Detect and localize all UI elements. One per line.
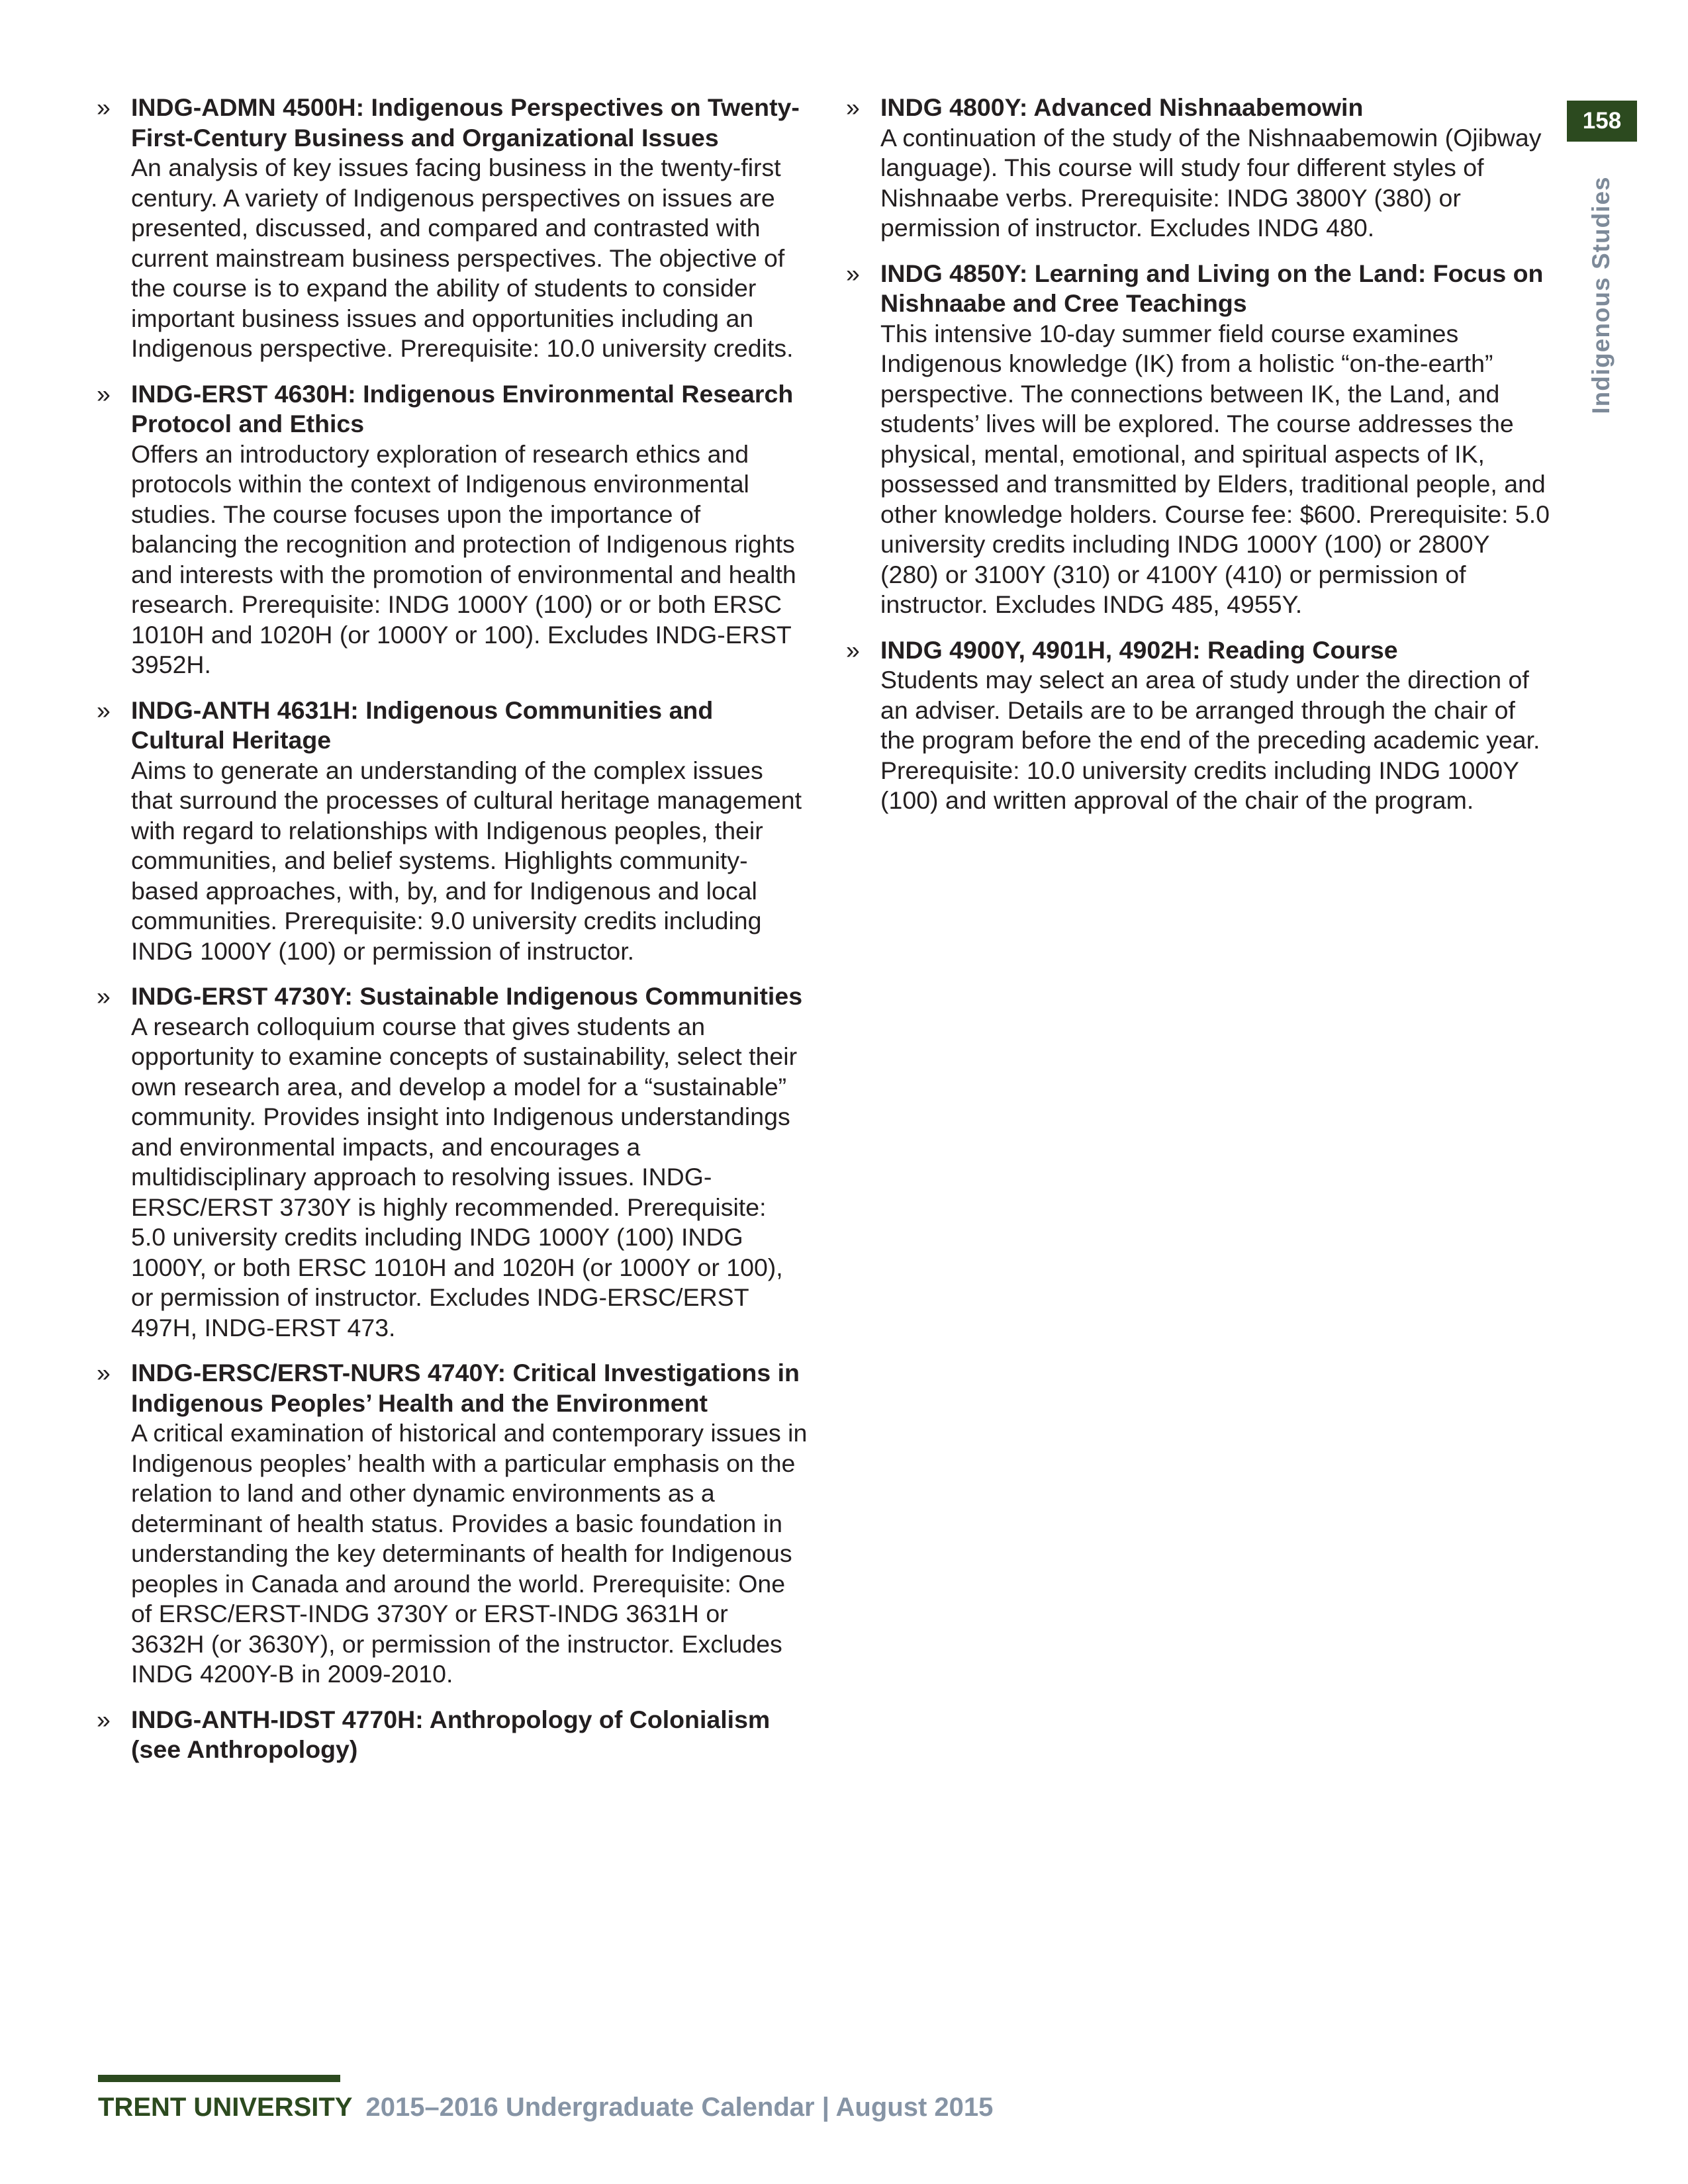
right-column xyxy=(842,93,1552,831)
bullet-marker: » xyxy=(846,259,860,287)
course-title: INDG 4800Y: Advanced Nishnaabemowin xyxy=(880,93,1364,121)
course-description: Offers an introductory exploration of research ethics and protocols within the context of Indigenous environmental studies. The course focuses upon the importance of balancing the recognition and protection of Indigenous rights and interests with the promotion of environmental and health research. Prerequisite: INDG 1000Y (100) or or both ERSC 1010H and 1020H (or 1000Y or 100). Excludes INDG-ERST 3952H. xyxy=(131,439,796,678)
course-description: Aims to generate an understanding of the complex issues that surround the processes of cultural heritage management with regard to relationships with Indigenous peoples, their communities, and belief systems. Highlights community-based approaches, with, by, and for Indigenous and local communities. Prerequisite: 9.0 university credits including INDG 1000Y (100) or permission of instructor. xyxy=(131,756,802,965)
bullet-marker: » xyxy=(97,982,111,1010)
section-tab xyxy=(1585,169,1618,421)
bullet-marker: » xyxy=(846,93,860,121)
bullet-marker: » xyxy=(97,1359,111,1387)
course-title: INDG-ANTH 4631H: Indigenous Communities and Cultural Heritage xyxy=(131,696,714,754)
bullet-marker: » xyxy=(97,379,111,408)
course-description: Students may select an area of study under the direction of an adviser. Details are to be arranged through the chair of the program before the end of the preceding academic year. Prerequisite: 10.0 university credits including INDG 1000Y (100) and written approval of the chair of the program. xyxy=(880,666,1540,814)
course-title: INDG 4900Y, 4901H, 4902H: Reading Course xyxy=(880,635,1398,664)
footer xyxy=(98,2091,993,2123)
course-entry xyxy=(93,696,808,967)
footer-rule xyxy=(98,2075,340,2082)
course-title: INDG-ANTH-IDST 4770H: Anthropology of Colonialism (see Anthropology) xyxy=(131,1705,771,1763)
course-entry xyxy=(93,379,808,680)
course-title: INDG-ADMN 4500H: Indigenous Perspectives on Twenty-First-Century Business and Organizational Issues xyxy=(131,93,800,152)
bullet-marker: » xyxy=(97,696,111,724)
course-entry xyxy=(93,981,808,1343)
course-entry xyxy=(842,93,1552,244)
course-title: INDG 4850Y: Learning and Living on the Land: Focus on Nishnaabe and Cree Teachings xyxy=(880,259,1544,317)
course-description: An analysis of key issues facing business in the twenty-first century. A variety of Indigenous perspectives on issues are presented, discussed, and compared and contrasted with current mainstream business perspectives. The objective of the course is to expand the ability of students to consider important business issues and opportunities including an Indigenous perspective. Prerequisite: 10.0 university credits. xyxy=(131,154,794,362)
course-title: INDG-ERSC/ERST-NURS 4740Y: Critical Investigations in Indigenous Peoples’ Health and the Environment xyxy=(131,1359,800,1417)
course-title: INDG-ERST 4630H: Indigenous Environmental Research Protocol and Ethics xyxy=(131,379,794,437)
course-description: A research colloquium course that gives students an opportunity to examine concepts of sustainability, select their own research area, and develop a model for a “sustainable” community. Provides insight into Indigenous understandings and environmental impacts, and encourages a multidisciplinary approach to resolving issues. INDG-ERSC/ERST 3730Y is highly recommended. Prerequisite: 5.0 university credits including INDG 1000Y (100) INDG 1000Y, or both ERSC 1010H and 1020H (or 1000Y or 100), or permission of instructor. Excludes INDG-ERSC/ERST 497H, INDG-ERST 473. xyxy=(131,1012,798,1342)
course-description: A critical examination of historical and contemporary issues in Indigenous peoples’ health with a particular emphasis on the relation to land and other dynamic environments as a determinant of health status. Provides a basic foundation in understanding the key determinants of health for Indigenous peoples in Canada and around the world. Prerequisite: One of ERSC/ERST-INDG 3730Y or ERST-INDG 3631H or 3632H (or 3630Y), or permission of the instructor. Excludes INDG 4200Y-B in 2009-2010. xyxy=(131,1419,808,1688)
bullet-marker: » xyxy=(97,1705,111,1733)
course-description: A continuation of the study of the Nishnaabemowin (Ojibway language). This course will study four different styles of Nishnaabe verbs. Prerequisite: INDG 3800Y (380) or permission of instructor. Excludes INDG 480. xyxy=(880,123,1542,242)
course-description: This intensive 10-day summer field course examines Indigenous knowledge (IK) from a holistic “on-the-earth” perspective. The connections between IK, the Land, and students’ lives will be explored. The course addresses the physical, mental, emotional, and spiritual aspects of IK, possessed and transmitted by Elders, traditional people, and other knowledge holders. Course fee: $600. Prerequisite: 5.0 university credits including INDG 1000Y (100) or 2800Y (280) or 3100Y (310) or 4100Y (410) or permission of instructor. Excludes INDG 485, 4955Y. xyxy=(880,319,1550,618)
page-number-badge: 158 xyxy=(1567,101,1637,142)
footer-university: TRENT UNIVERSITY xyxy=(98,2093,353,2122)
course-entry xyxy=(93,1358,808,1690)
left-column xyxy=(93,93,808,1780)
course-entry xyxy=(93,93,808,364)
footer-calendar: 2015–2016 Undergraduate Calendar | August 2015 xyxy=(365,2093,994,2122)
course-entry xyxy=(93,1705,808,1765)
bullet-marker: » xyxy=(97,93,111,121)
course-title: INDG-ERST 4730Y: Sustainable Indigenous Communities xyxy=(131,982,803,1010)
course-entry xyxy=(842,635,1552,816)
course-entry xyxy=(842,259,1552,620)
section-label: Indigenous Studies xyxy=(1587,176,1615,414)
bullet-marker: » xyxy=(846,635,860,664)
